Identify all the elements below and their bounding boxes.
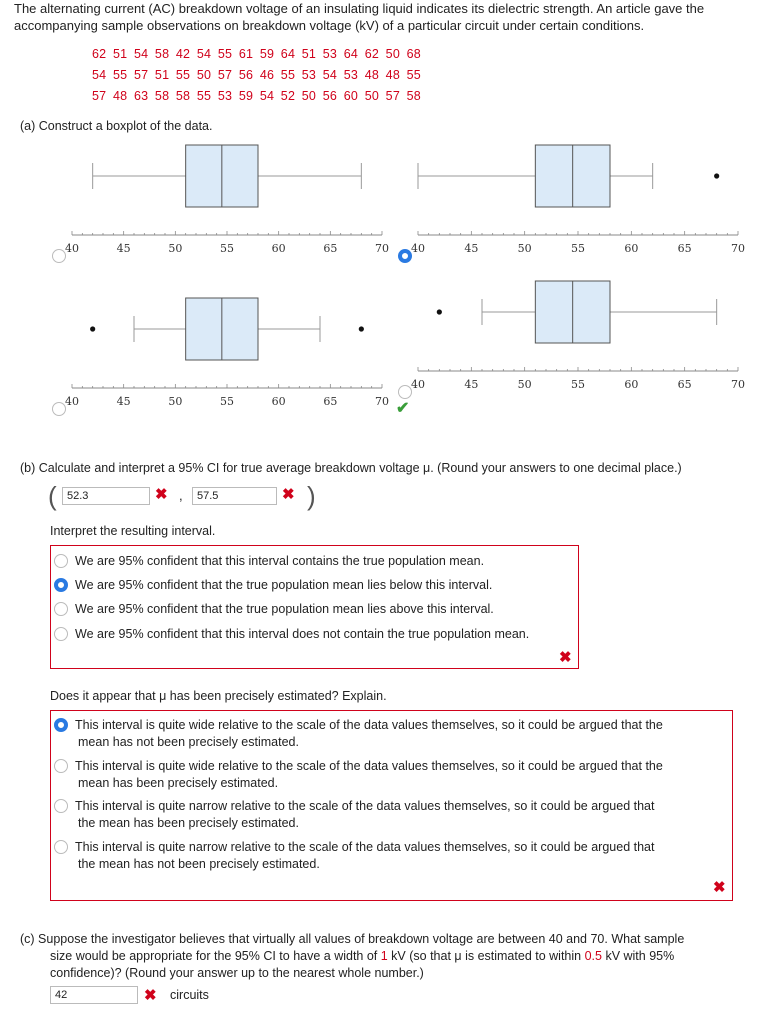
precise-option-4-line-1: This interval is quite narrow relative to the scale of the data values themselves, so it could be argued that [75, 840, 655, 854]
boxplot-option-4 [398, 276, 748, 401]
sample-size-unit: circuits [170, 988, 209, 1002]
boxplot-option-1 [52, 140, 392, 265]
precise-option-4[interactable] [75, 839, 654, 873]
part-c-question [20, 931, 765, 982]
axis-tick-label: 65 [323, 242, 338, 255]
axis-tick-label: 60 [624, 242, 639, 255]
data-row-1: 62 51 54 58 42 54 55 61 59 64 51 53 64 62 50 68 [92, 47, 421, 61]
outlier-point [714, 173, 719, 178]
precise-option-2-line-1: This interval is quite wide relative to the scale of the data values themselves, so it could be argued that the [75, 759, 663, 773]
axis-tick-label: 45 [464, 242, 479, 255]
precise-option-1-line-1: This interval is quite wide relative to the scale of the data values themselves, so it could be argued that the [75, 718, 663, 732]
axis-tick-label: 65 [323, 395, 338, 408]
axis-tick-label: 65 [677, 378, 692, 391]
sample-size-wrong-icon: ✖ [144, 987, 157, 1004]
axis-tick-label: 65 [677, 242, 692, 255]
axis-tick-label: 45 [116, 242, 131, 255]
interpret-option-2-radio[interactable] [54, 578, 68, 592]
part-c-line-1: (c) Suppose the investigator believes that virtually all values of breakdown voltage are between 40 and 70. What sample [20, 932, 685, 946]
interpret-option-4[interactable]: We are 95% confident that this interval does not contain the true population mean. [75, 627, 530, 641]
precise-option-1[interactable] [75, 717, 663, 751]
precise-option-4-radio[interactable] [54, 840, 68, 854]
correct-check-icon: ✔ [396, 400, 410, 417]
data-row-3: 57 48 63 58 58 55 53 59 54 52 50 56 60 50 57 58 [92, 89, 421, 103]
axis-tick-label: 70 [731, 378, 745, 391]
axis-tick-label: 55 [220, 395, 234, 408]
part-c-line-2 [20, 948, 765, 965]
part-a-label: (a) Construct a boxplot of the data. [20, 119, 213, 133]
ci-lower-wrong-icon: ✖ [155, 486, 168, 503]
part-c-line-2-a: size would be appropriate for the 95% CI to have a width of [50, 949, 381, 963]
ci-lower-input[interactable]: 52.3 [62, 487, 150, 505]
axis-tick-label: 40 [65, 242, 79, 255]
axis-tick-label: 40 [411, 378, 425, 391]
interpret-option-2[interactable]: We are 95% confident that the true population mean lies below this interval. [75, 578, 493, 592]
interpret-option-4-radio[interactable] [54, 627, 68, 641]
precise-option-3-line-1: This interval is quite narrow relative to the scale of the data values themselves, so it could be argued that [75, 799, 655, 813]
part-c-line-2-c: kV with 95% [601, 949, 675, 963]
open-paren: ( [48, 481, 57, 511]
boxplot-option-2 [398, 140, 748, 265]
axis-tick-label: 45 [116, 395, 131, 408]
close-paren: ) [307, 481, 316, 511]
precise-option-1-line-2: mean has not been precisely estimated. [78, 735, 299, 749]
data-row-2: 54 55 57 51 55 50 57 56 46 55 53 54 53 48 48 55 [92, 68, 421, 82]
part-c-line-2-b: kV (so that μ is estimated to within [387, 949, 585, 963]
precise-option-2-radio[interactable] [54, 759, 68, 773]
axis-tick-label: 50 [517, 378, 532, 391]
axis-tick-label: 55 [571, 378, 585, 391]
precise-option-3-line-2: the mean has been precisely estimated. [78, 816, 299, 830]
axis-tick-label: 70 [375, 395, 389, 408]
axis-tick-label: 70 [375, 242, 389, 255]
axis-tick-label: 55 [571, 242, 585, 255]
axis-tick-label: 50 [168, 242, 183, 255]
ci-upper-wrong-icon: ✖ [282, 486, 295, 503]
outlier-point [359, 326, 364, 331]
axis-tick-label: 45 [464, 378, 479, 391]
part-b-label: (b) Calculate and interpret a 95% CI for true average breakdown voltage μ. (Round your answers to one decimal place.) [20, 461, 682, 475]
precise-option-3-radio[interactable] [54, 799, 68, 813]
axis-tick-label: 60 [271, 395, 286, 408]
interpret-option-3[interactable]: We are 95% confident that the true population mean lies above this interval. [75, 602, 494, 616]
precise-option-4-line-2: the mean has not been precisely estimated. [78, 857, 320, 871]
interpret-option-3-radio[interactable] [54, 602, 68, 616]
intro-line-1: The alternating current (AC) breakdown voltage of an insulating liquid indicates its dielectric strength. An article gave the [14, 1, 705, 16]
interpret-label: Interpret the resulting interval. [50, 524, 216, 538]
interpret-option-1[interactable]: We are 95% confident that this interval contains the true population mean. [75, 554, 485, 568]
intro-line-2: accompanying sample observations on breakdown voltage (kV) of a particular circuit under certain conditions. [14, 18, 645, 33]
problem-intro [14, 0, 764, 34]
precise-option-1-radio[interactable] [54, 718, 68, 732]
axis-tick-label: 55 [220, 242, 234, 255]
axis-tick-label: 70 [731, 242, 745, 255]
ci-upper-input[interactable]: 57.5 [192, 487, 277, 505]
precise-option-2-line-2: mean has been precisely estimated. [78, 776, 279, 790]
axis-tick-label: 50 [168, 395, 183, 408]
width-value: 1 [380, 949, 388, 963]
precise-option-3[interactable] [75, 798, 654, 832]
interpret-option-1-radio[interactable] [54, 554, 68, 568]
precise-label: Does it appear that μ has been precisely estimated? Explain. [50, 689, 387, 703]
outlier-point [437, 309, 442, 314]
axis-tick-label: 50 [517, 242, 532, 255]
axis-tick-label: 60 [624, 378, 639, 391]
interpret-wrong-icon: ✖ [559, 649, 572, 666]
axis-tick-label: 40 [411, 242, 425, 255]
sample-size-input[interactable]: 42 [50, 986, 138, 1004]
within-value: 0.5 [584, 949, 602, 963]
axis-tick-label: 60 [271, 242, 286, 255]
precise-option-2[interactable] [75, 758, 663, 792]
precise-wrong-icon: ✖ [713, 879, 726, 896]
boxplot-option-3 [52, 293, 392, 418]
outlier-point [90, 326, 95, 331]
ci-comma: , [179, 488, 183, 503]
part-c-line-3: confidence)? (Round your answer up to the nearest whole number.) [50, 966, 424, 980]
axis-tick-label: 40 [65, 395, 79, 408]
